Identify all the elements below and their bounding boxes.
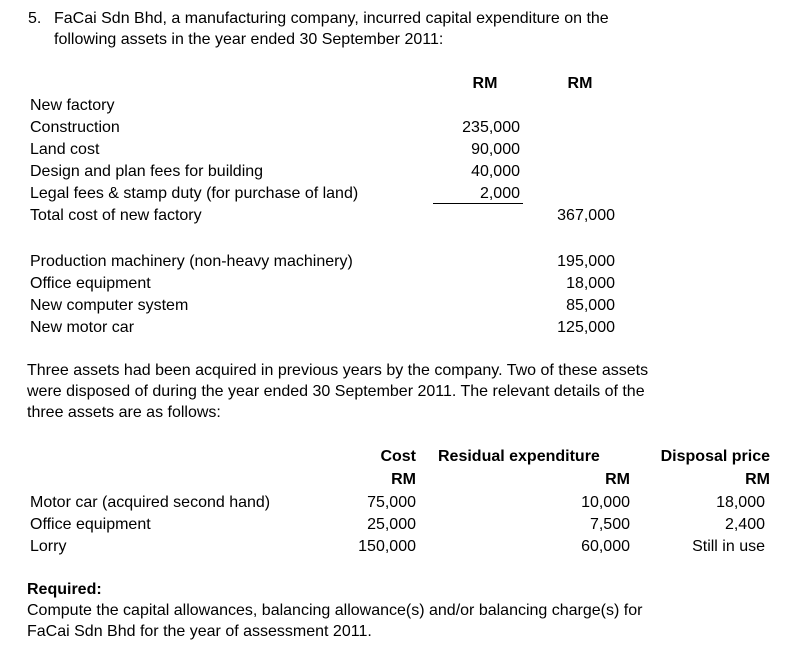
required-line-1: Compute the capital allowances, balancing allowance(s) and/or balancing charge(s) for: [27, 602, 643, 619]
question-line-2: following assets in the year ended 30 September 2011:: [54, 31, 444, 48]
total-label: Total cost of new factory: [30, 207, 202, 224]
factory-row-amount: 40,000: [471, 163, 520, 180]
factory-row-label: Legal fees & stamp duty (for purchase of land): [30, 185, 359, 202]
asset-row-label: Office equipment: [30, 275, 151, 292]
table2-header-disposal: Disposal price: [660, 448, 770, 465]
table1-heading: New factory: [30, 97, 115, 114]
table2-unit: RM: [605, 471, 630, 488]
factory-row-amount: 235,000: [462, 119, 520, 136]
factory-row-label: Design and plan fees for building: [30, 163, 264, 180]
table2-header-residual: Residual expenditure: [438, 448, 600, 465]
table2-row-disposal: Still in use: [692, 538, 765, 555]
factory-row-amount: 2,000: [479, 185, 520, 202]
table2-row-cost: 75,000: [367, 494, 416, 511]
table2-unit: RM: [391, 471, 416, 488]
table2-row-cost: 25,000: [367, 516, 416, 533]
paragraph-line-2: were disposed of during the year ended 30 September 2011. The relevant details of the: [27, 383, 645, 400]
asset-row-amount: 125,000: [557, 319, 615, 336]
asset-row-amount: 195,000: [557, 253, 615, 270]
total-amount: 367,000: [557, 207, 615, 224]
required-heading: Required:: [27, 581, 102, 598]
table2-row-disposal: 18,000: [716, 494, 765, 511]
table2-row-residual: 10,000: [581, 494, 630, 511]
table2-row-disposal: 2,400: [724, 516, 765, 533]
table2-row-residual: 7,500: [589, 516, 630, 533]
table2-row-asset: Office equipment: [30, 516, 151, 533]
factory-row-label: Construction: [30, 119, 120, 136]
question-number: 5.: [28, 10, 42, 27]
factory-row-amount: 90,000: [471, 141, 520, 158]
table1-col2-header: RM: [567, 75, 593, 92]
asset-row-label: New motor car: [30, 319, 135, 336]
table1-col1-header: RM: [472, 75, 498, 92]
table2-unit: RM: [745, 471, 770, 488]
question-line-1: FaCai Sdn Bhd, a manufacturing company, incurred capital expenditure on the: [54, 10, 609, 27]
table2-header-cost: Cost: [380, 448, 416, 465]
asset-row-label: Production machinery (non-heavy machinery): [30, 253, 353, 270]
paragraph-line-1: Three assets had been acquired in previous years by the company. Two of these assets: [27, 362, 649, 379]
asset-row-amount: 18,000: [566, 275, 615, 292]
table2-row-residual: 60,000: [581, 538, 630, 555]
factory-row-label: Land cost: [30, 141, 100, 158]
table2-row-cost: 150,000: [358, 538, 416, 555]
asset-row-label: New computer system: [30, 297, 189, 314]
asset-row-amount: 85,000: [566, 297, 615, 314]
paragraph-line-3: three assets are as follows:: [27, 404, 221, 421]
table2-row-asset: Motor car (acquired second hand): [30, 494, 271, 511]
subtotal-underline: [433, 203, 523, 204]
table2-row-asset: Lorry: [30, 538, 67, 555]
required-line-2: FaCai Sdn Bhd for the year of assessment 2011.: [27, 623, 372, 640]
